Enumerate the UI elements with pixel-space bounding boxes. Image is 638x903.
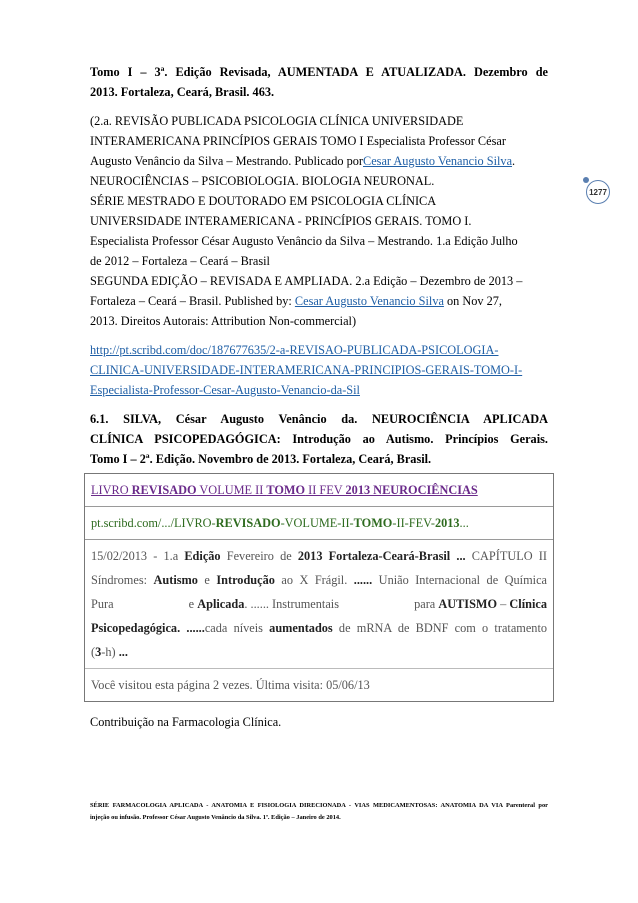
snippet4-e: de mRNA de BDNF com o tratamento [332,621,548,635]
snippet1-c: Fevereiro de [220,549,298,563]
url-line1[interactable]: http://pt.scribd.com/doc/187677635/2-a-REVISAO-PUBLICADA-PSICOLOGIA- [90,343,499,357]
result-url-g: ... [459,516,469,530]
url-line2[interactable]: CLINICA-UNIVERSIDADE-INTERAMERICANA-PRINCIPIOS-GERAIS-TOMO-I- [90,363,523,377]
snippet4-d: aumentados [269,621,333,635]
snippet2-f: ...... [353,573,373,587]
contribution-line: Contribuição na Farmacologia Clínica. [90,715,282,729]
result-url-e: -II-FEV- [392,516,435,530]
snippet3-i: Clínica [509,597,547,611]
block2-line5: SÉRIE MESTRADO E DOUTORADO EM PSICOLOGIA CLÍNICA [90,194,437,208]
block2-line10 [90,291,548,311]
result-title[interactable] [91,478,547,502]
snippet5-d: ... [118,645,128,659]
search-result-box [84,473,554,702]
snippet-line5 [91,640,547,664]
result-title-b: REVISADO [131,483,197,497]
scribd-url-link[interactable] [90,340,548,400]
snippet1-d: 2013 Fortaleza-Ceará-Brasil ... [297,549,466,563]
snippet2-a: Síndromes: [91,573,154,587]
result-separator-1 [85,506,553,507]
author-link-1[interactable]: Cesar Augusto Venancio Silva [363,154,513,168]
snippet2-b: Autismo [153,573,198,587]
page-footer [90,800,548,824]
snippet4-b: . ...... [177,621,205,635]
snippet4-c: cada níveis [204,621,270,635]
result-url [91,511,547,535]
block61-line3: Tomo I – 2ª. Edição. Novembro de 2013. Fortaleza, Ceará, Brasil. [90,452,432,466]
block2-line9: SEGUNDA EDIÇÃO – REVISADA E AMPLIADA. 2.a Edição – Dezembro de 2013 – [90,274,523,288]
snippet-line1 [91,544,547,568]
block61-line2: CLÍNICA PSICOPEDAGÓGICA: Introdução ao Autismo. Princípios Gerais. [90,432,548,446]
block2-line11: 2013. Direitos Autorais: Attribution Non-commercial) [90,314,357,328]
result-url-b: REVISADO [215,516,281,530]
block2-line2: INTERAMERICANA PRINCÍPIOS GERAIS TOMO I Especialista Professor César [90,134,506,148]
page-number-badge: 1277 [586,180,610,204]
snippet3-f: para [414,597,439,611]
result-title-f: 2013 NEUROCIÊNCIAS [345,483,478,497]
snippet5-c: -h) [101,645,119,659]
snippet-line4 [91,616,547,640]
block2-line3-end: . [512,154,516,168]
footer-line2: injeção ou infusão. Professor César Augusto Venâncio da Silva. 1ª. Edição – Janeiro de 2014. [90,814,341,821]
visited-note: Você visitou esta página 2 vezes. Última visita: 05/06/13 [91,678,370,692]
snippet3-group2 [414,592,547,616]
result-title-a: LIVRO [91,483,132,497]
block2-line10-text: Fortaleza – Ceará – Brasil. Published by: [90,294,295,308]
snippet1-e: CAPÍTULO II [465,549,547,563]
snippet5-b: 3 [95,645,102,659]
snippet4-a: Psicopedagógica [91,621,178,635]
block2-line4: NEUROCIÊNCIAS – PSICOBIOLOGIA. BIOLOGIA NEURONAL. [90,174,435,188]
snippet1-a: 15/02/2013 - 1.a [91,549,185,563]
block2-line10-end: on Nov 27, [443,294,503,308]
snippet3-b: e [188,597,198,611]
block2-line6: UNIVERSIDADE INTERAMERICANA - PRINCÍPIOS GERAIS. TOMO I. [90,214,472,228]
block2-line7: Especialista Professor César Augusto Venâncio da Silva – Mestrando. 1.a Edição Julho [90,234,518,248]
snippet3-h: – [497,597,510,611]
block2-line1: (2.a. REVISÃO PUBLICADA PSICOLOGIA CLÍNICA UNIVERSIDADE [90,114,464,128]
snippet2-e: ao X Frágil. [274,573,354,587]
block2-line8: de 2012 – Fortaleza – Ceará – Brasil [90,254,270,268]
block2-line3 [90,151,548,171]
result-url-a: pt.scribd.com/.../LIVRO- [91,516,216,530]
result-url-d: TOMO [353,516,393,530]
snippet3-e: Instrumentais [272,597,339,611]
snippet2-c: e [197,573,217,587]
url-line3[interactable]: Especialista-Professor-Cesar-Augusto-Venancio-da-Sil [90,383,360,397]
result-title-c: VOLUME II [196,483,267,497]
footer-line1: SÉRIE FARMACOLOGIA APLICADA - ANATOMIA E FISIOLOGIA DIRECIONADA - VIAS MEDICAMENTOSAS: ANATOMIA DA VIA Parenteral por [90,802,548,809]
snippet3-g: AUTISMO [438,597,498,611]
author-link-2[interactable]: Cesar Augusto Venancio Silva [294,294,444,308]
block61-line1: 6.1. SILVA, César Augusto Venâncio da. NEUROCIÊNCIA APLICADA [90,412,548,426]
snippet3-d: . ...... [244,597,273,611]
result-title-e: II FEV [305,483,346,497]
block1-line1: Tomo I – 3ª. Edição Revisada, AUMENTADA E ATUALIZADA. Dezembro de [90,65,548,79]
snippet3-group1 [189,592,339,616]
snippet2-g: União Internacional de Química [372,573,547,587]
snippet1-b: Edição [184,549,221,563]
block1-line2: 2013. Fortaleza, Ceará, Brasil. 463. [90,85,275,99]
snippet3-c: Aplicada [197,597,245,611]
page-badge-dot [583,177,589,183]
snippet-line3 [91,592,547,616]
block2-line3-text: Augusto Venâncio da Silva – Mestrando. Publicado por [90,154,363,168]
result-separator-3 [85,668,553,669]
result-url-f: 2013 [434,516,460,530]
snippet2-d: Introdução [216,573,275,587]
document-body [90,62,548,732]
snippet-line2 [91,568,547,592]
snippet5-a: ( [91,645,96,659]
snippet3-a: Pura [91,597,114,611]
result-title-d: TOMO [266,483,306,497]
result-url-c: -VOLUME-II- [280,516,354,530]
result-separator-2 [85,539,553,540]
